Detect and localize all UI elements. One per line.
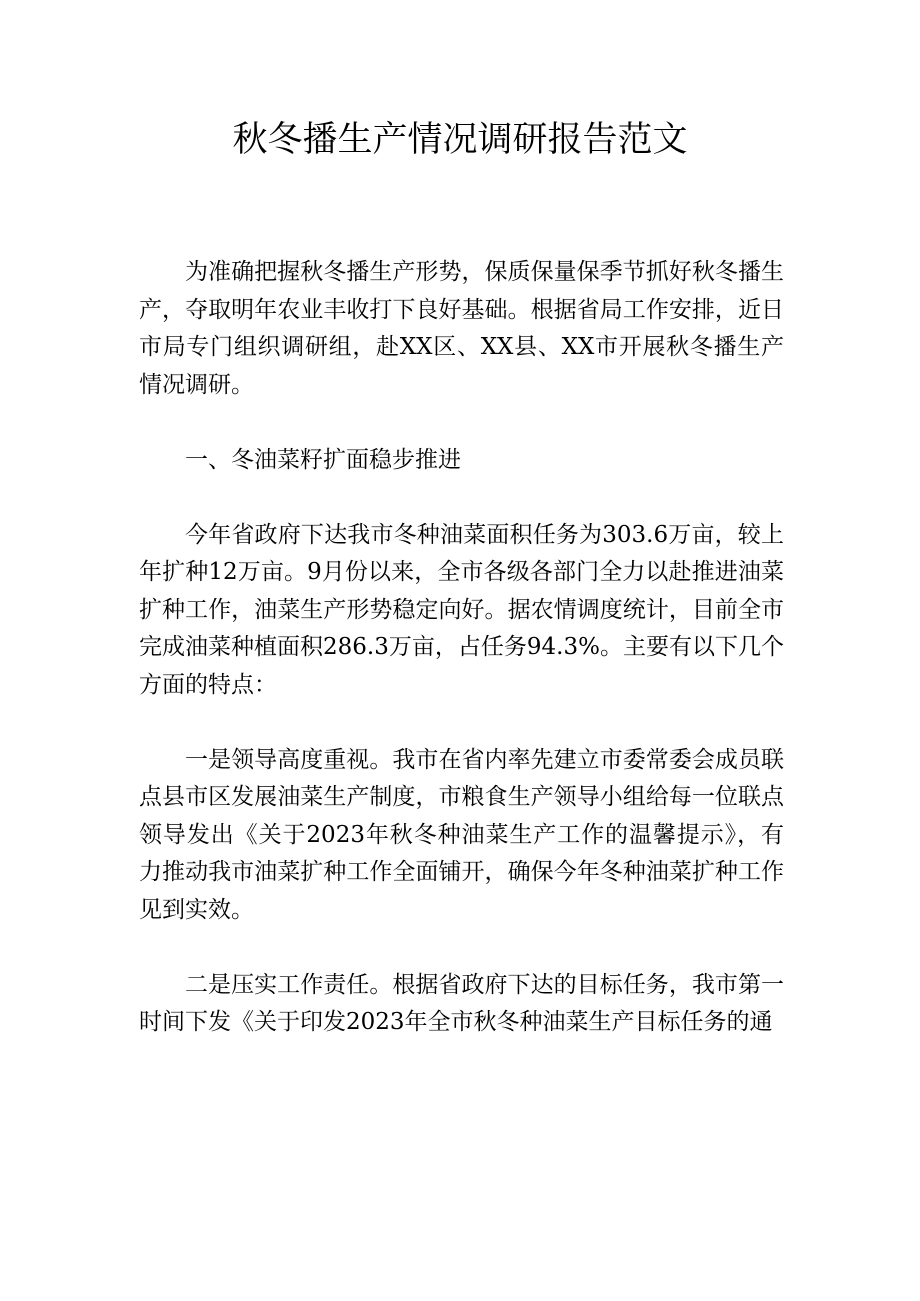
point-two-paragraph: 二是压实工作责任。根据省政府下达的目标任务，我市第一时间下发《关于印发2023年全市秋冬种油菜生产目标任务的通: [139, 971, 784, 1035]
document-title: 秋冬播生产情况调研报告范文: [232, 120, 688, 160]
section-heading: 一、冬油菜籽扩面稳步推进: [185, 446, 461, 473]
document-body: [139, 254, 784, 1042]
section-paragraph: 今年省政府下达我市冬种油菜面积任务为303.6万亩，较上年扩种12万亩。9月份以来，全市各级各部门全力以赴推进油菜扩种工作，油菜生产形势稳定向好。据农情调度统计，目前全市完成油菜种植面积286.3万亩，占任务94.3%。主要有以下几个方面的特点：: [139, 521, 784, 698]
intro-paragraph: 为准确把握秋冬播生产形势，保质保量保季节抓好秋冬播生产，夺取明年农业丰收打下良好基础。根据省局工作安排，近日市局专门组织调研组，赴XX区、XX县、XX市开展秋冬播生产情况调研。: [139, 259, 784, 398]
point-one-paragraph: 一是领导高度重视。我市在省内率先建立市委常委会成员联点县市区发展油菜生产制度，市粮食生产领导小组给每一位联点领导发出《关于2023年秋冬种油菜生产工作的温馨提示》，有力推动我市油菜扩种工作全面铺开，确保今年冬种油菜扩种工作见到实效。: [139, 746, 784, 923]
